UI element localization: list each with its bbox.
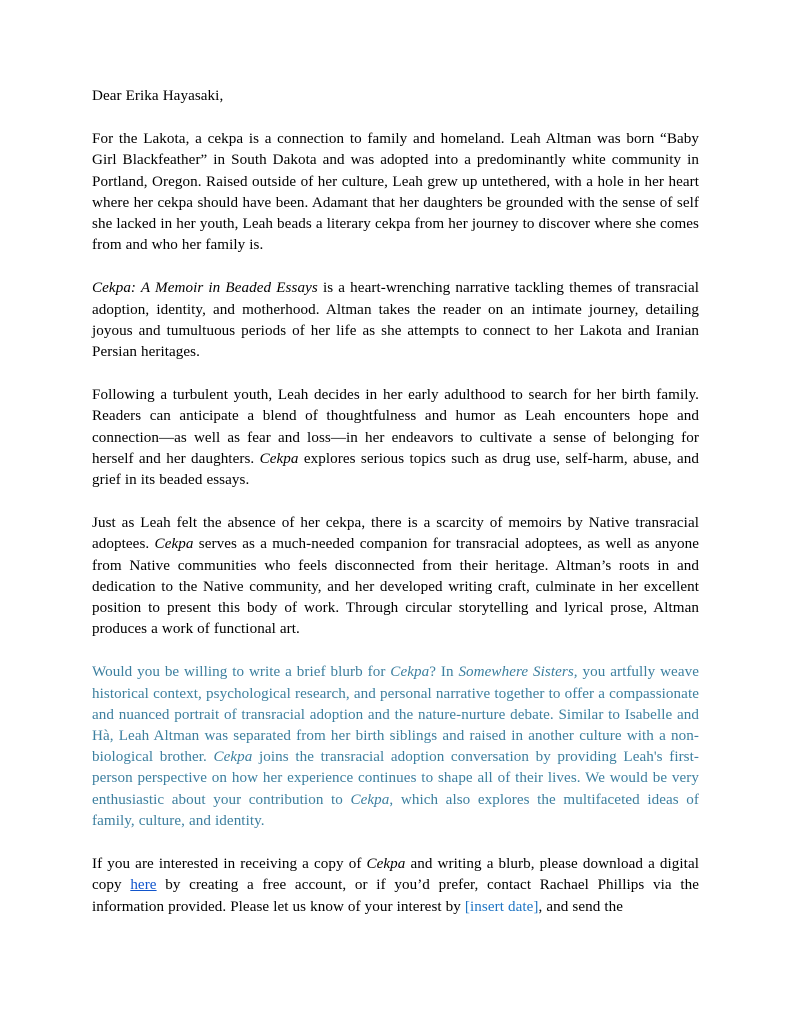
text-run: Would you be willing to write a brief blurb for xyxy=(92,664,391,681)
para-blurb-request xyxy=(92,662,699,832)
text-run: by creating a free account, or if you’d prefer, contact Rachael Phillips via the information provided. Please let us know of your interest by xyxy=(92,877,699,915)
text-run: ? In xyxy=(429,664,459,681)
italic-title-run: Cekpa xyxy=(154,536,194,553)
para-intro xyxy=(92,129,699,256)
para-book-description xyxy=(92,278,699,363)
text-run: and writing a blurb, please download a digital copy xyxy=(92,856,699,894)
salutation-line: Dear Erika Hayasaki, xyxy=(92,88,224,104)
italic-title-run: Cekpa: A Memoir in Beaded Essays xyxy=(92,280,318,297)
para-call-to-action xyxy=(92,854,699,918)
italic-title-run: Cekpa xyxy=(350,791,390,808)
text-run: Following a turbulent youth, Leah decides in her early adulthood to search for her birth family. Readers can anticipate a blend of thoughtfulness and humor as Leah encounters hope and connection—as well as fear and loss—in her endeavors to cultivate a sense of belonging for herself and her daughters. xyxy=(92,387,699,467)
text-run: For the Lakota, a cekpa is a connection to family and homeland. Leah Altman was born “Baby Girl Blackfeather” in South Dakota and was adopted into a predominantly white community in Portland, Oregon. Raised outside of her culture, Leah grew up untethered, with a hole in her heart where her cekpa should have been. Adamant that her daughters be grounded with the sense of self she lacked in her youth, Leah beads a literary cekpa from her journey to discover where she comes from and who her family is. xyxy=(92,131,699,254)
text-run: explores serious topics such as drug use, self-harm, abuse, and grief in its beaded essays. xyxy=(92,450,699,489)
text-run: serves as a much-needed companion for transracial adoptees, as well as anyone from Native communities who feels disconnected from their heritage. Altman’s roots in and dedication to the Native community, and her developed writing craft, culminate in her excellent position to present this body of work. Through circular storytelling and lyrical prose, Altman produces a work of functional art. xyxy=(92,536,699,638)
text-run: joins the transracial adoption conversation by providing Leah's first-person perspective on how her experience continues to shape all of their lives. We would be very enthusiastic about your contribution to xyxy=(92,749,700,808)
text-run: If you are interested in receiving a copy of xyxy=(92,856,367,873)
text-run: , which also explores the multifaceted ideas of family, culture, and identity. xyxy=(92,791,699,829)
italic-title-run: Cekpa xyxy=(259,450,299,467)
italic-title-run: Somewhere Sisters, xyxy=(458,664,578,681)
paragraph-container xyxy=(92,129,699,918)
para-market-position xyxy=(92,513,699,640)
text-run: Just as Leah felt the absence of her cekpa, there is a scarcity of memoirs by Native transracial adoptees. xyxy=(92,515,699,553)
insert-date-placeholder[interactable]: [insert date] xyxy=(464,898,539,915)
italic-title-run: Cekpa xyxy=(390,664,430,681)
text-run: is a heart-wrenching narrative tackling themes of transracial adoption, identity, and motherhood. Altman takes the reader on an intimate journey, detailing joyous and tumultuous periods of her life as she attempts to connect to her Lakota and Iranian Persian heritages. xyxy=(92,280,699,361)
para-story-arc xyxy=(92,385,699,491)
italic-title-run: Cekpa xyxy=(366,856,406,873)
download-here-link[interactable]: here xyxy=(130,877,157,894)
text-run: , and send the xyxy=(538,898,624,915)
italic-title-run: Cekpa xyxy=(213,749,253,766)
letter-body xyxy=(92,86,699,918)
text-run: you artfully weave historical context, psychological research, and personal narrative together to offer a compassionate and nuanced portrait of transracial adoption and the nature-nurture debate. Similar to Isabelle and Hà, Leah Altman was separated from her birth siblings and raised in another culture with a non-biological brother. xyxy=(92,664,699,766)
